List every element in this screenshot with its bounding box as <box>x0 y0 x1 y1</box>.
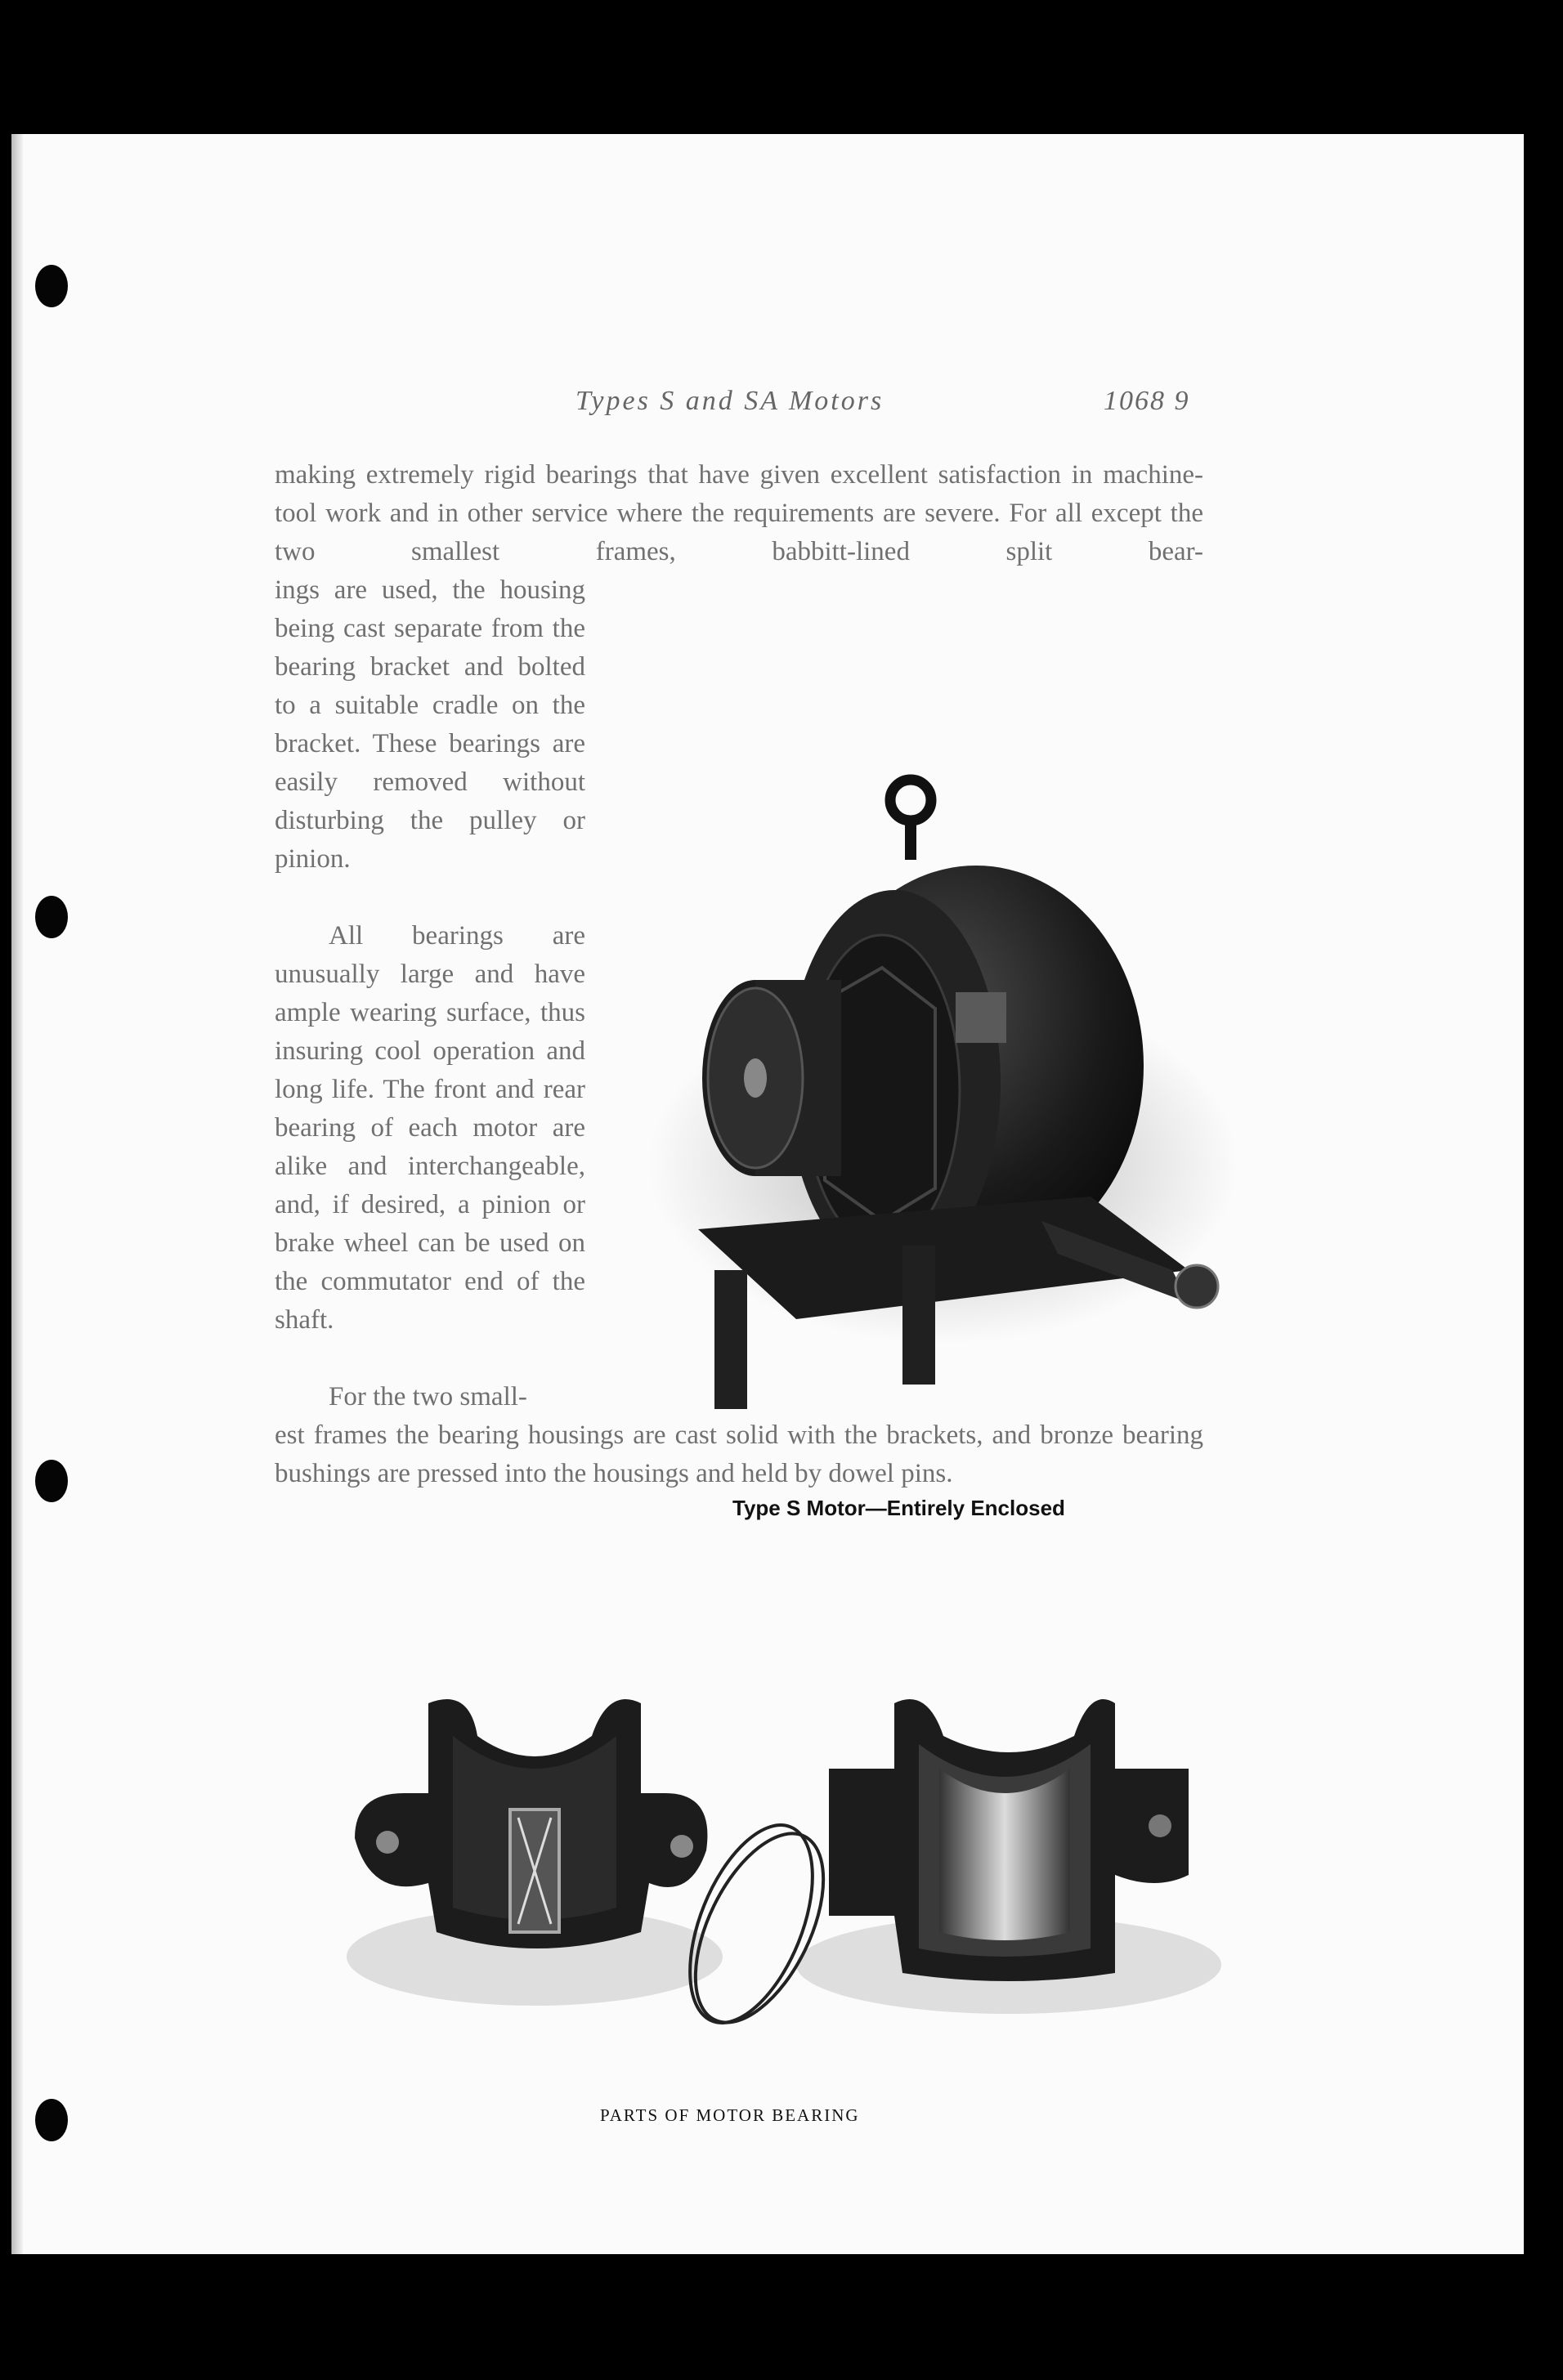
binder-hole <box>35 896 68 938</box>
paragraph-3-full: est frames the bearing housings are cast solid with the brackets, and bronze bearing bushings are pressed into the housings and held by dowel pins. <box>275 1420 1203 1488</box>
header-title: Types S and SA Motors <box>575 386 885 416</box>
binder-hole <box>35 2099 68 2141</box>
binder-hole <box>35 265 68 307</box>
paragraph-3-column: For the two small- <box>329 1382 527 1411</box>
paragraph-1-column: ings are used, the housing being cast separate from the bearing bracket and bolted to a suitable cradle on the bracket. These bearings are easily removed without disturbing the pulley or pinion. <box>275 575 585 874</box>
running-header <box>11 386 1524 435</box>
paragraph-1-intro: making extremely rigid bearings that have given excellent satisfaction in machine-tool work and in other service where the requirements are severe. For all except the two smallest frames, babbitt-lined split bear- <box>275 460 1203 566</box>
type-s-motor-illustration <box>633 633 1254 1450</box>
paragraph-2-column: All bearings are unusually large and have ample wearing surface, thus insuring cool operation and long life. The front and rear bearing of each motor are alike and interchangeable, and, if desired, a pinion or brake wheel can be used on the commutator end of the shaft. <box>275 921 585 1335</box>
binder-hole <box>35 1460 68 1502</box>
page-number: 1068 9 <box>1104 386 1190 416</box>
motor-caption: Type S Motor—Entirely Enclosed <box>732 1496 1065 1520</box>
bearing-caption: PARTS OF MOTOR BEARING <box>600 2105 860 2125</box>
motor-bearing-parts-illustration <box>338 1687 1238 2038</box>
document-page <box>11 134 1524 2254</box>
